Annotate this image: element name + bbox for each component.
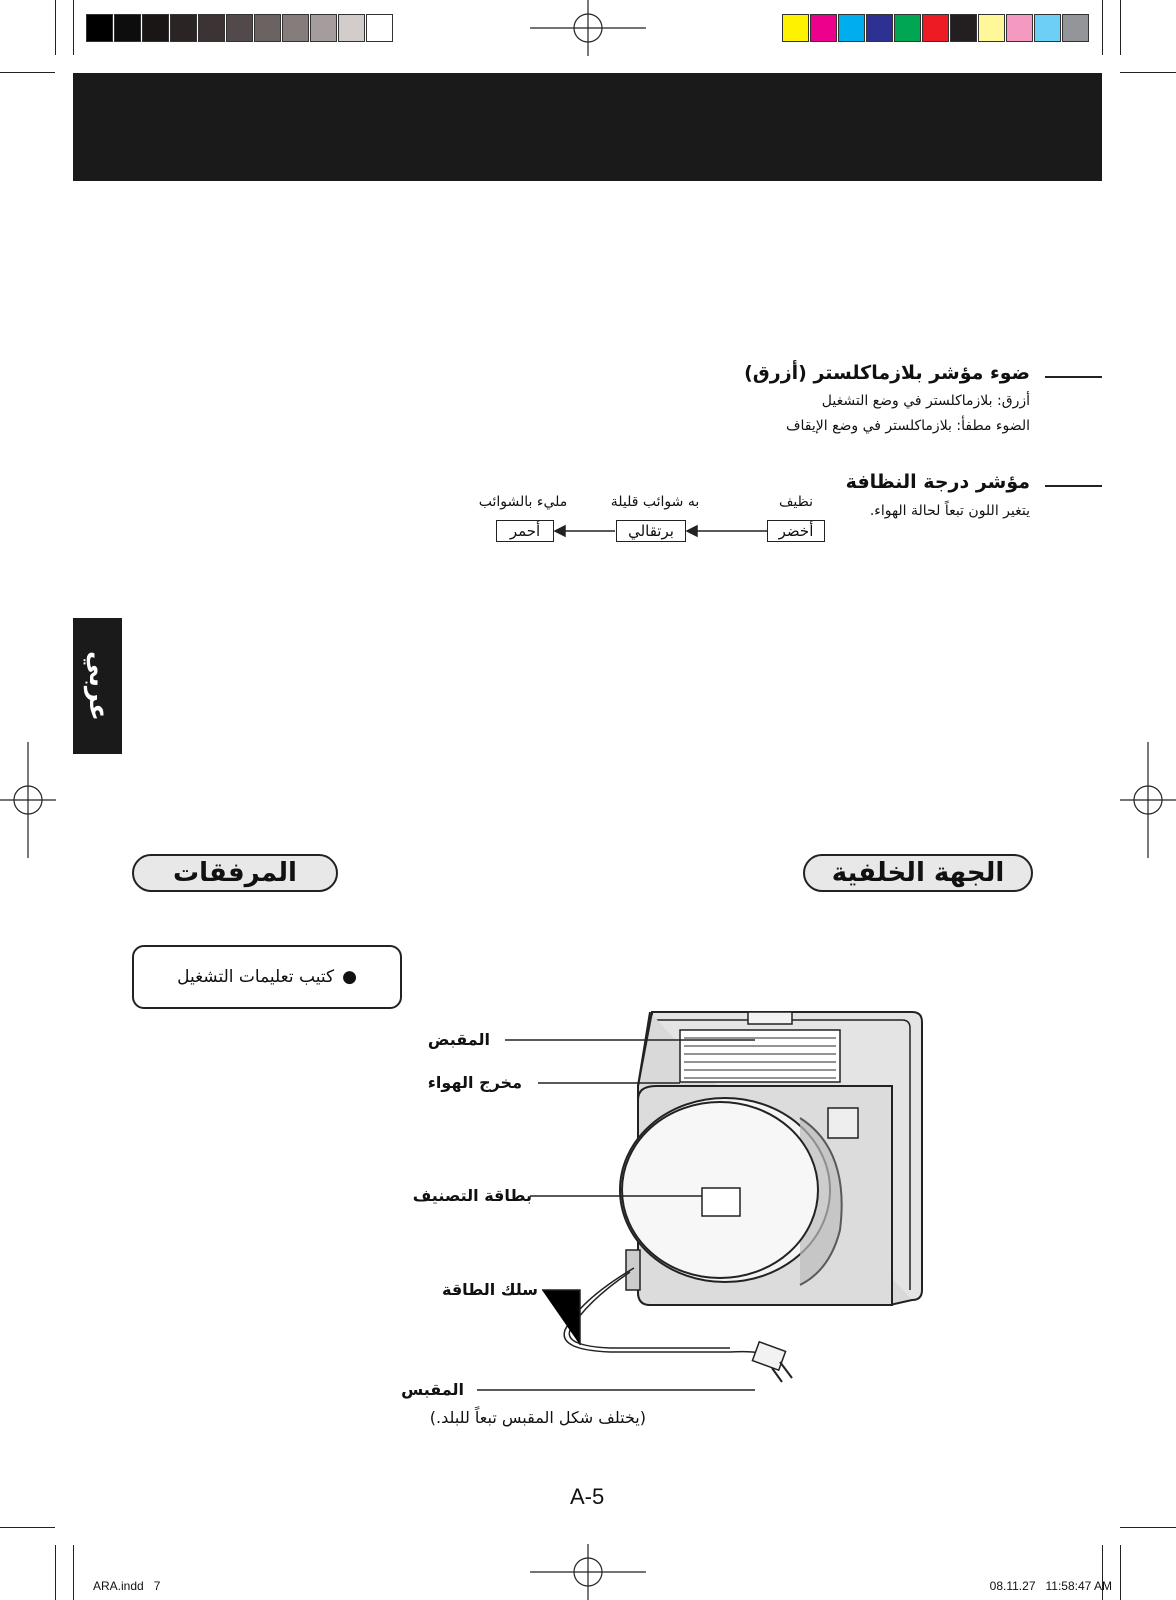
label-plug: المقبس (401, 1380, 464, 1399)
plasma-indicator-line2: الضوء مطفأ: بلازماكلستر في وضع الإيقاف (785, 418, 1030, 434)
header-banner (73, 73, 1102, 181)
plug-note: (يختلف شكل المقبس تبعاً للبلد.) (429, 1408, 646, 1427)
footer-file: ARA.indd 7 (93, 1579, 161, 1593)
accessories-box (132, 945, 402, 1009)
page-number: A-5 (570, 1484, 605, 1509)
clean-leader-line (1045, 485, 1102, 487)
air-purifier-rear-diagram (380, 1000, 940, 1420)
label-air-outlet: مخرج الهواء (427, 1073, 522, 1092)
language-tab (73, 618, 122, 754)
level-state-clean: نظيف (778, 494, 814, 510)
accessories-section-title: المرفقات (132, 854, 338, 892)
bullet-icon: ● (342, 967, 357, 987)
label-rating-label: بطاقة التصنيف (412, 1186, 532, 1205)
back-section-title: الجهة الخلفية (803, 854, 1033, 892)
label-power-cord: سلك الطاقة (442, 1280, 538, 1299)
level-state-slight: به شوائب قليلة (610, 494, 700, 510)
plasma-leader-line (1045, 376, 1102, 378)
accessory-item: كتيب تعليمات التشغيل (177, 967, 335, 987)
label-handle: المقبض (427, 1030, 490, 1049)
level-color-orange: برتقالي (616, 520, 686, 542)
footer-timestamp: 08.11.27 11:58:47 AM (989, 1579, 1112, 1593)
clean-indicator-desc: يتغير اللون تبعاً لحالة الهواء. (869, 503, 1030, 519)
plasma-indicator-line1: أزرق: بلازماكلستر في وضع التشغيل (821, 393, 1030, 409)
clean-indicator-title: مؤشر درجة النظافة (845, 471, 1030, 493)
level-state-dirty: مليء بالشوائب (478, 494, 568, 510)
plasma-indicator-title: ضوء مؤشر بلازماكلستر (أزرق) (744, 362, 1030, 384)
level-color-green: أخضر (767, 520, 825, 542)
language-tab-label: عربي (82, 650, 113, 722)
level-color-red: أحمر (496, 520, 554, 542)
level-arrows (550, 520, 770, 544)
